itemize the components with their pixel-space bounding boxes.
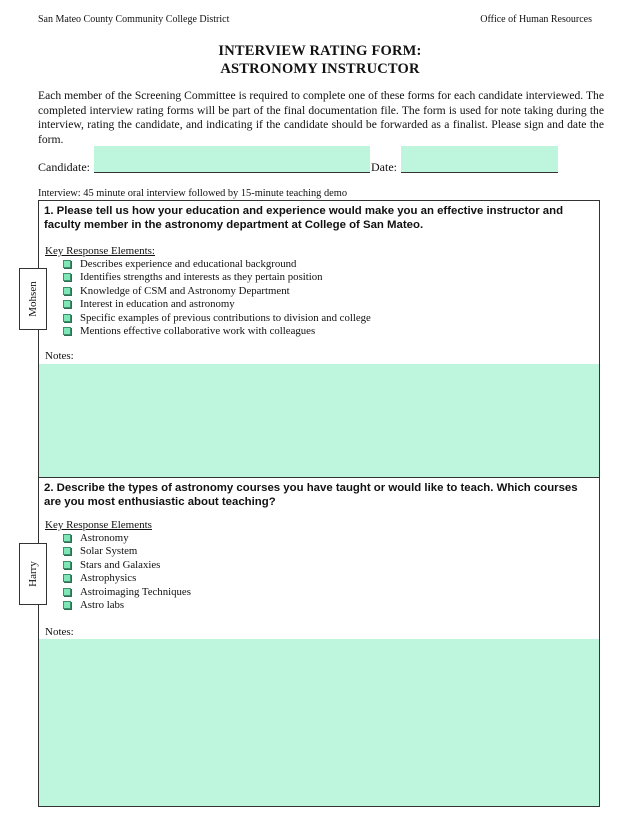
question-1-key-list — [63, 258, 371, 338]
reviewer-tab-harry — [19, 543, 47, 605]
checkbox-icon[interactable] — [63, 534, 71, 542]
reviewer-tab-label: Mohsen — [27, 281, 39, 317]
question-1-notes-label: Notes: — [45, 350, 74, 362]
checkbox-icon[interactable] — [63, 574, 71, 582]
list-item — [63, 298, 371, 311]
list-item — [63, 559, 191, 572]
list-item — [63, 325, 371, 338]
checkbox-icon[interactable] — [63, 327, 71, 335]
candidate-input[interactable] — [94, 146, 370, 173]
list-item — [63, 271, 371, 284]
list-item-label: Stars and Galaxies — [80, 558, 161, 571]
checkbox-icon[interactable] — [63, 287, 71, 295]
reviewer-tab-label: Harry — [27, 561, 39, 587]
header-district: San Mateo County Community College District — [38, 14, 230, 25]
question-2-notes-label: Notes: — [45, 626, 74, 638]
question-1-key-label: Key Response Elements: — [45, 245, 155, 257]
list-item — [63, 572, 191, 585]
candidate-label: Candidate: — [38, 160, 90, 174]
checkbox-icon[interactable] — [63, 561, 71, 569]
list-item — [63, 532, 191, 545]
question-2-text: 2. Describe the types of astronomy courses you have taught or would like to teach. Which courses are you most enthusiastic about teaching? — [44, 482, 578, 508]
question-1-notes-input[interactable] — [39, 364, 599, 477]
interview-note: Interview: 45 minute oral interview followed by 15-minute teaching demo — [38, 188, 348, 199]
question-1-box — [38, 200, 600, 478]
list-item-label: Specific examples of previous contributions to division and college — [80, 311, 371, 324]
checkbox-icon[interactable] — [63, 547, 71, 555]
list-item-label: Knowledge of CSM and Astronomy Department — [80, 284, 290, 297]
candidate-date-row — [38, 146, 604, 174]
list-item — [63, 258, 371, 271]
list-item-label: Astronomy — [80, 532, 129, 544]
checkbox-icon[interactable] — [63, 588, 71, 596]
list-item-label: Astrophysics — [80, 572, 137, 585]
list-item — [63, 599, 191, 612]
reviewer-tab-mohsen — [19, 268, 47, 330]
list-item-label: Solar System — [80, 545, 138, 558]
form-title — [0, 42, 640, 78]
question-2-key-label: Key Response Elements — [45, 519, 152, 531]
list-item-label: Mentions effective collaborative work with colleagues — [80, 324, 316, 337]
list-item-label: Identifies strengths and interests as they pertain position — [80, 271, 323, 284]
checkbox-icon[interactable] — [63, 300, 71, 308]
checkbox-icon[interactable] — [63, 601, 71, 609]
question-2-notes-input[interactable] — [39, 639, 599, 806]
list-item-label: Describes experience and educational background — [80, 258, 297, 270]
question-2-box — [38, 477, 600, 807]
checkbox-icon[interactable] — [63, 260, 71, 268]
list-item-label: Astro labs — [80, 598, 125, 611]
checkbox-icon[interactable] — [63, 314, 71, 322]
list-item-label: Astroimaging Techniques — [80, 585, 191, 598]
date-input[interactable] — [401, 146, 558, 173]
list-item — [63, 285, 371, 298]
list-item — [63, 312, 371, 325]
question-1-text: 1. Please tell us how your education and experience would make you an effective instructor and faculty member in the astronomy department at College of San Mateo. — [44, 205, 564, 231]
form-title-line-1: INTERVIEW RATING FORM: — [218, 43, 422, 59]
intro-paragraph: Each member of the Screening Committee is required to complete one of these forms for each candidate interviewed. The completed interview rating forms will be part of the final documentation file. The form is used for note taking during the interview, rating the candidate, and indicating if the candidate should be forwarded as a finalist. Please sign and date the form. — [38, 89, 604, 146]
date-label: Date: — [371, 160, 397, 174]
checkbox-icon[interactable] — [63, 273, 71, 281]
list-item-label: Interest in education and astronomy — [80, 298, 235, 311]
question-2-key-list — [63, 532, 191, 612]
list-item — [63, 545, 191, 558]
header-office: Office of Human Resources — [480, 14, 592, 25]
list-item — [63, 586, 191, 599]
form-title-line-2: ASTRONOMY INSTRUCTOR — [220, 61, 420, 77]
